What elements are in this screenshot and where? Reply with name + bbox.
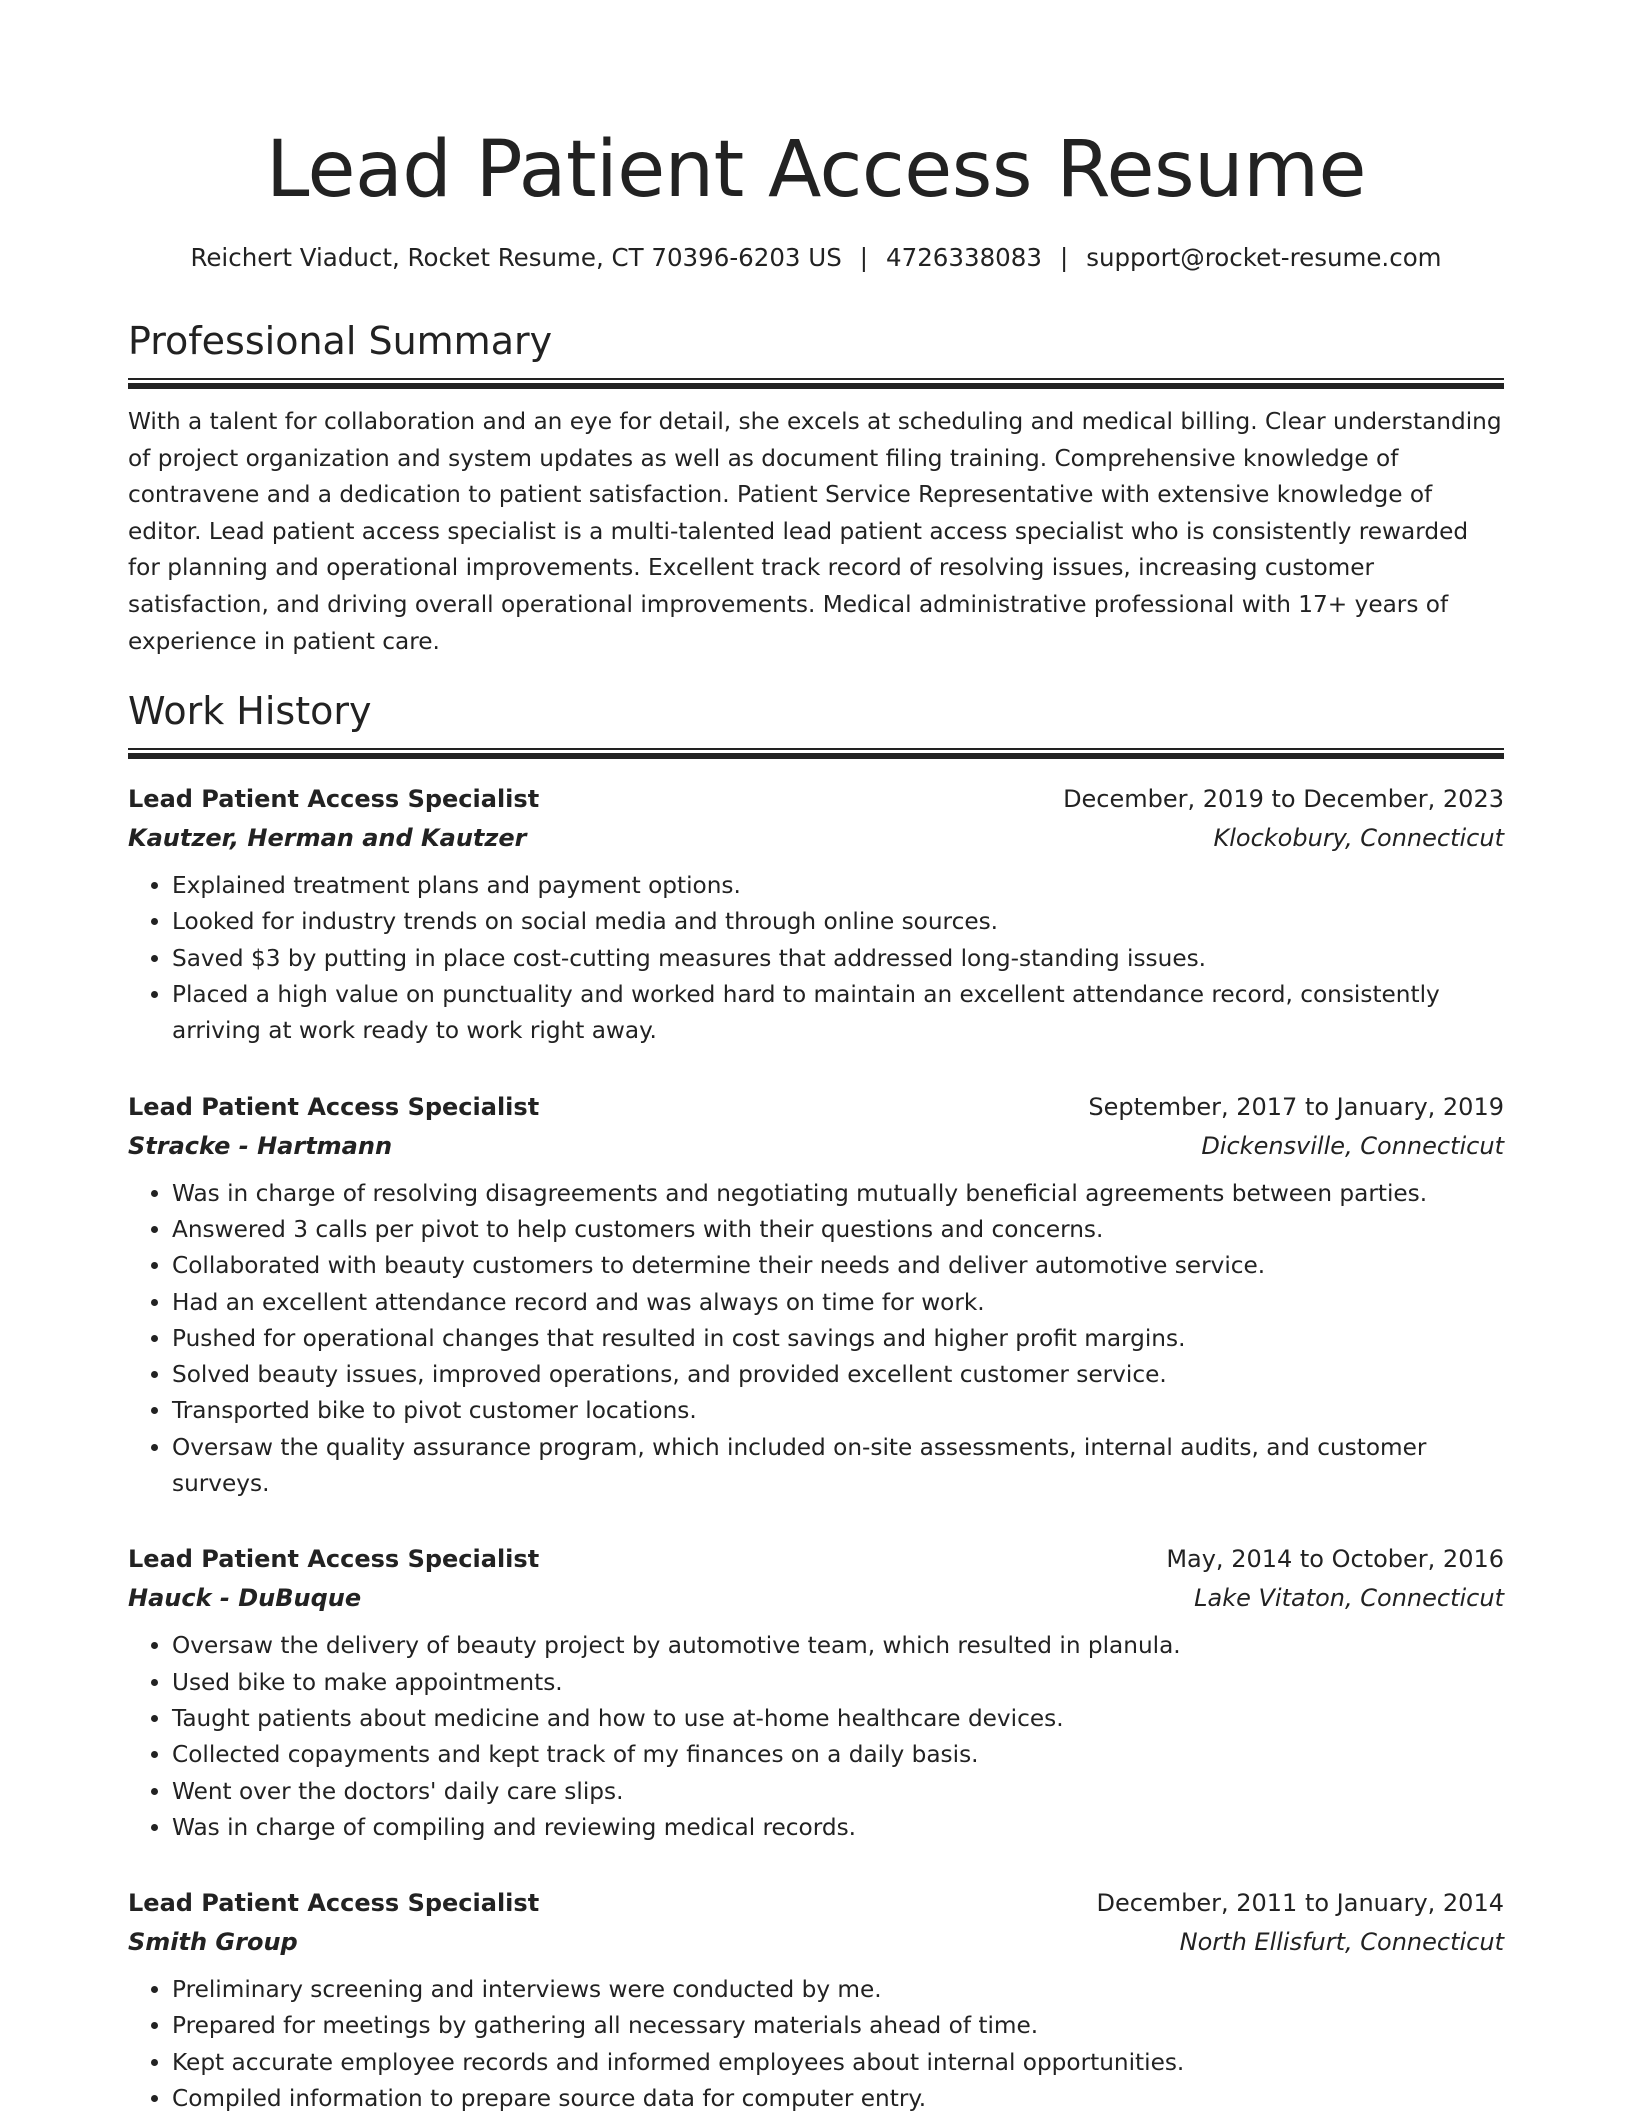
job-title-row — [128, 1088, 1504, 1126]
work-history-section — [128, 688, 1504, 2117]
job-location: Dickensville, Connecticut — [1201, 1131, 1504, 1160]
section-heading-summary: Professional Summary — [128, 319, 553, 363]
job-location: North Ellisfurt, Connecticut — [1179, 1928, 1504, 1957]
job-bullet: • Had an excellent attendance record and was always on time for work. — [172, 1285, 1504, 1321]
contact-phone: 4726338083 — [886, 243, 1042, 272]
section-heading-work: Work History — [128, 689, 372, 734]
job-bullet: • Answered 3 calls per pivot to help customers with their questions and concerns. — [172, 1212, 1504, 1248]
job-bullet: • Compiled information to prepare source data for computer entry. — [172, 2081, 1504, 2117]
job-company-row — [128, 818, 1504, 858]
job-bullet: • Oversaw the delivery of beauty project by automotive team, which resulted in planula. — [172, 1628, 1504, 1664]
job-bullet: • Taught patients about medicine and how to use at-home healthcare devices. — [172, 1701, 1504, 1737]
contact-line — [128, 242, 1504, 274]
job-bullet: • Was in charge of compiling and reviewing medical records. — [172, 1810, 1504, 1846]
job-company: Kautzer, Herman and Kautzer — [128, 824, 527, 853]
job-title: Lead Patient Access Specialist — [128, 1545, 540, 1574]
job-entry — [128, 1088, 1504, 1503]
job-bullet: • Kept accurate employee records and informed employees about internal opportunities. — [172, 2045, 1504, 2081]
professional-summary-section — [128, 318, 1504, 660]
job-dates: September, 2017 to January, 2019 — [1088, 1092, 1504, 1121]
job-bullet: • Transported bike to pivot customer locations. — [172, 1393, 1504, 1429]
job-bullet-list — [128, 1628, 1504, 1846]
job-bullet: • Was in charge of resolving disagreements and negotiating mutually beneficial agreements between parties. — [172, 1176, 1504, 1212]
job-bullet: • Looked for industry trends on social media and through online sources. — [172, 904, 1504, 940]
job-company-row — [128, 1578, 1504, 1618]
job-title: Lead Patient Access Specialist — [128, 1092, 540, 1121]
job-company-row — [128, 1126, 1504, 1166]
resume-title: Lead Patient Access Resume — [265, 125, 1367, 215]
section-divider — [128, 748, 1504, 758]
job-company: Stracke - Hartmann — [128, 1131, 393, 1160]
job-entry — [128, 1884, 1504, 2117]
job-title: Lead Patient Access Specialist — [128, 1889, 540, 1918]
job-dates: December, 2019 to December, 2023 — [1063, 785, 1504, 814]
job-entry — [128, 780, 1504, 1049]
job-company: Smith Group — [128, 1928, 298, 1957]
job-bullet: • Preliminary screening and interviews were conducted by me. — [172, 1972, 1504, 2008]
job-bullet: • Collected copayments and kept track of my finances on a daily basis. — [172, 1737, 1504, 1773]
job-bullet: • Prepared for meetings by gathering all necessary materials ahead of time. — [172, 2008, 1504, 2044]
job-bullet: • Oversaw the quality assurance program, which included on-site assessments, internal audits, and customer surveys. — [172, 1430, 1504, 1503]
job-bullet-list — [128, 1972, 1504, 2117]
contact-email: support@rocket-resume.com — [1086, 243, 1442, 272]
job-location: Klockobury, Connecticut — [1213, 824, 1504, 853]
job-dates: December, 2011 to January, 2014 — [1096, 1889, 1504, 1918]
job-bullet: • Explained treatment plans and payment options. — [172, 868, 1504, 904]
job-dates: May, 2014 to October, 2016 — [1166, 1545, 1504, 1574]
summary-text: With a talent for collaboration and an eye for detail, she excels at scheduling and medical billing. Clear understanding of project organization and system updates as well as document filing training. Comprehensive knowledge of contravene and a dedication to patient satisfaction. Patient Service Representative with extensive knowledge of editor. Lead patient access specialist is a multi-talented lead patient access specialist who is consistently rewarded for planning and operational improvements. Excellent track record of resolving issues, increasing customer satisfaction, and driving overall operational improvements. Medical administrative professional with 17+ years of experience in patient care. — [128, 408, 1502, 655]
section-divider — [128, 378, 1504, 388]
job-bullet: • Placed a high value on punctuality and worked hard to maintain an excellent attendance record, consistently arriving at work ready to work right away. — [172, 977, 1504, 1050]
job-bullet-list — [128, 868, 1504, 1049]
job-bullet-list — [128, 1176, 1504, 1503]
job-title: Lead Patient Access Specialist — [128, 785, 540, 814]
job-title-row — [128, 1884, 1504, 1922]
job-title-row — [128, 780, 1504, 818]
job-bullet: • Used bike to make appointments. — [172, 1665, 1504, 1701]
job-bullet: • Went over the doctors' daily care slips. — [172, 1774, 1504, 1810]
resume-page — [128, 0, 1504, 2117]
contact-address: Reichert Viaduct, Rocket Resume, CT 70396-6203 US — [190, 243, 842, 272]
job-bullet: • Saved $3 by putting in place cost-cutting measures that addressed long-standing issues. — [172, 941, 1504, 977]
job-company: Hauck - DuBuque — [128, 1584, 362, 1613]
job-location: Lake Vitaton, Connecticut — [1194, 1584, 1504, 1613]
contact-separator: | — [1059, 243, 1069, 272]
contact-separator: | — [859, 243, 869, 272]
job-bullet: • Collaborated with beauty customers to determine their needs and deliver automotive service. — [172, 1248, 1504, 1284]
job-title-row — [128, 1540, 1504, 1578]
job-bullet: • Solved beauty issues, improved operations, and provided excellent customer service. — [172, 1357, 1504, 1393]
job-company-row — [128, 1922, 1504, 1962]
job-bullet: • Pushed for operational changes that resulted in cost savings and higher profit margins. — [172, 1321, 1504, 1357]
job-entry — [128, 1540, 1504, 1846]
